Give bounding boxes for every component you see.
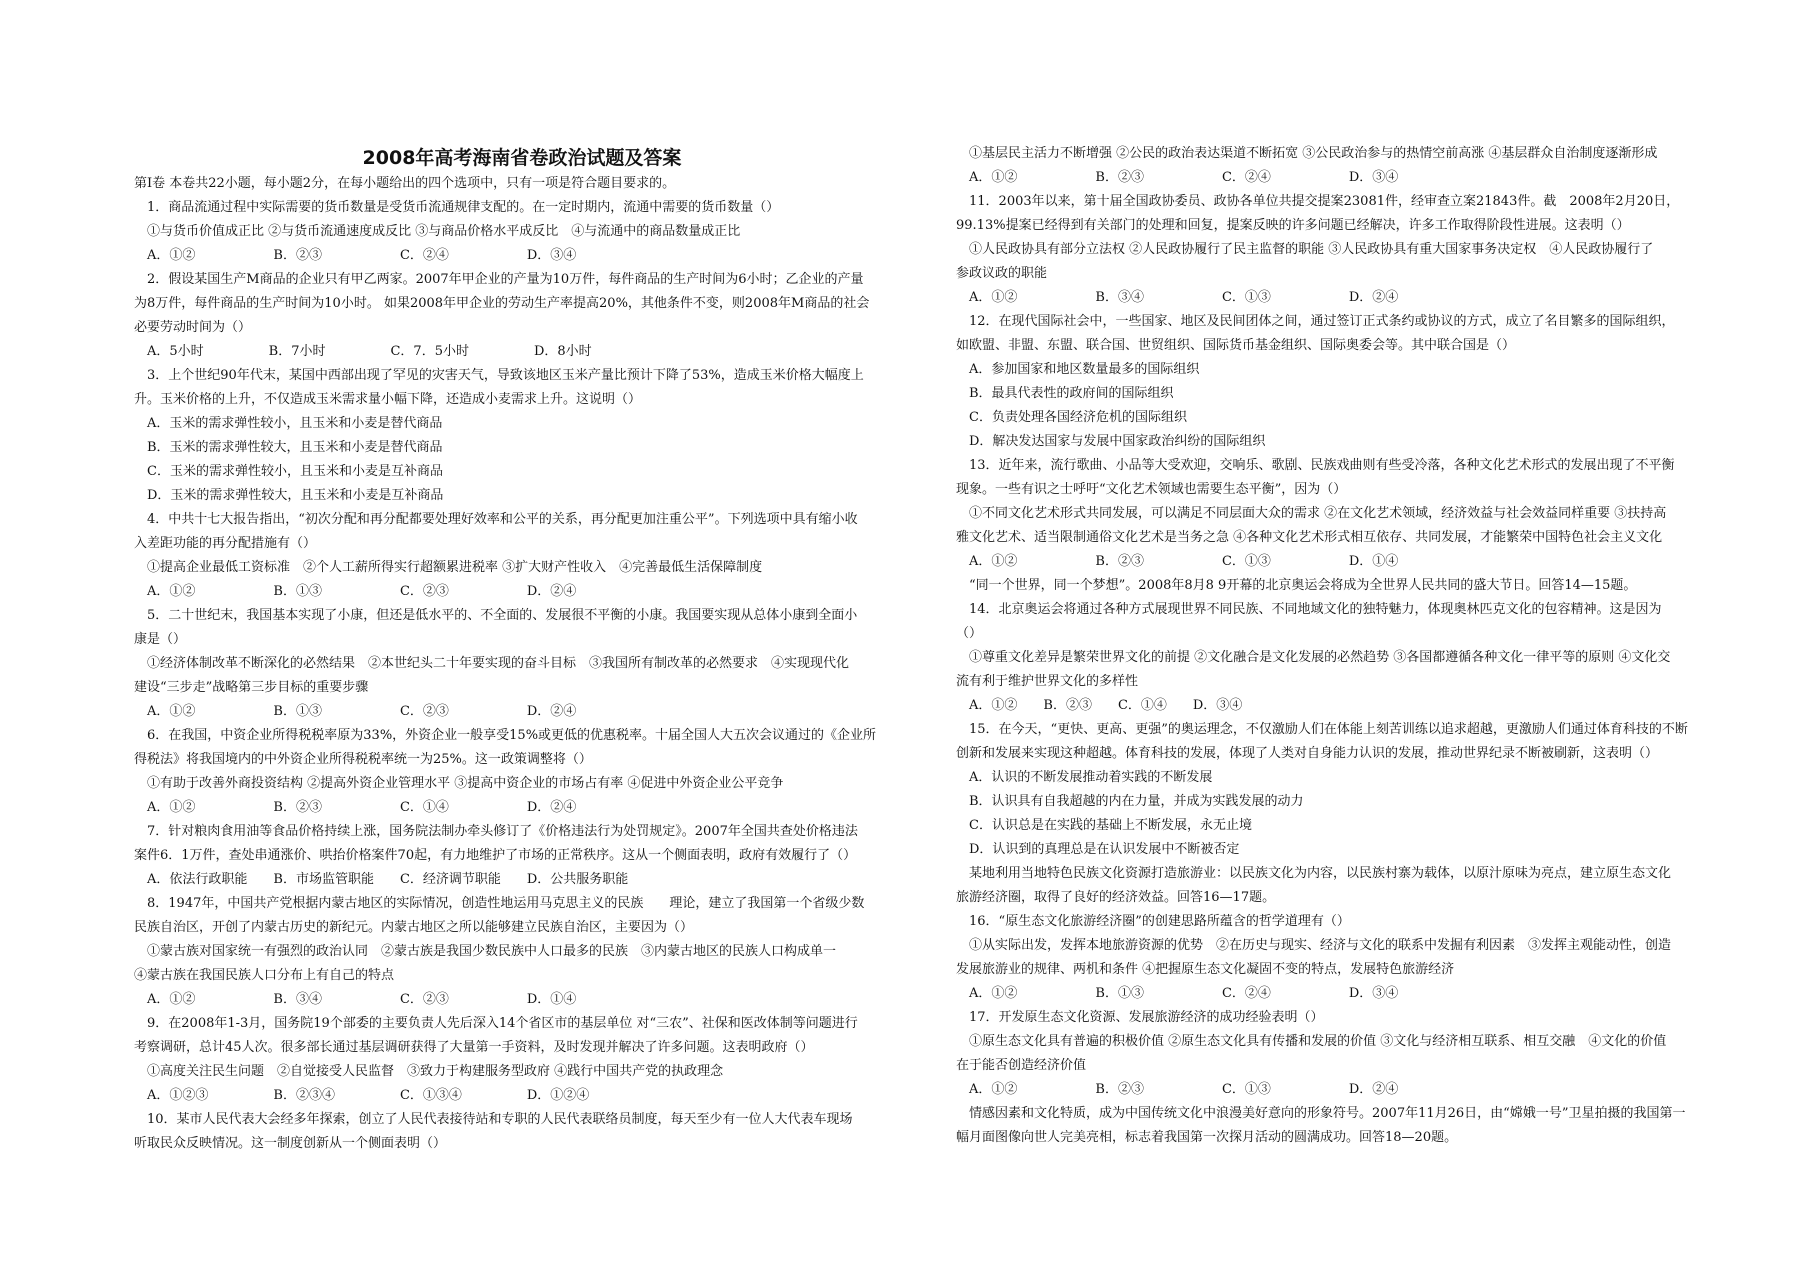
- text-line: 建设“三步走”战略第三步目标的重要步骤: [134, 680, 369, 695]
- text-line: 情感因素和文化特质，成为中国传统文化中浪漫美好意向的形象符号。2007年11月26日，由“嫦娥一号”卫星拍摄的我国第一: [956, 1106, 1686, 1121]
- text-line: 17．开发原生态文化资源、发展旅游经济的成功经验表明（）: [956, 1010, 1324, 1025]
- text-line: A．5小时 B．7小时 C．7．5小时 D．8小时: [134, 344, 592, 359]
- text-line: A．①② B．③④ C．②③ D．①④: [134, 992, 577, 1007]
- text-line: A．①② B．①③ C．②④ D．③④: [956, 986, 1399, 1001]
- text-line: 3．上个世纪90年代末，某国中西部出现了罕见的灾害天气，导致该地区玉米产量比预计下降了53%，造成玉米价格大幅度上: [134, 368, 864, 383]
- text-line: B．玉米的需求弹性较大，且玉米和小麦是替代商品: [134, 440, 443, 455]
- text-line: 考察调研，总计45人次。很多部长通过基层调研获得了大量第一手资料，及时发现并解决了许多问题。这表明政府（）: [134, 1040, 814, 1055]
- text-line: 民族自治区，开创了内蒙古历史的新纪元。内蒙古地区之所以能够建立民族自治区，主要因为（）: [134, 920, 694, 935]
- text-line: C．玉米的需求弹性较小，且玉米和小麦是互补商品: [134, 464, 443, 479]
- text-line: A．①② B．①③ C．②③ D．②④: [134, 704, 577, 719]
- text-line: 如欧盟、非盟、东盟、联合国、世贸组织、国际货币基金组织、国际奥委会等。其中联合国是（）: [956, 338, 1516, 353]
- text-line: 12．在现代国际社会中，一些国家、地区及民间团体之间，通过签订正式条约或协议的方式，成立了名目繁多的国际组织，: [956, 314, 1675, 329]
- text-line: ①不同文化艺术形式共同发展，可以满足不同层面大众的需求 ②在文化艺术领域，经济效益与社会效益同样重要 ③扶持高: [956, 506, 1667, 521]
- text-line: 康是（）: [134, 632, 187, 647]
- text-line: ①基层民主活力不断增强 ②公民的政治表达渠道不断拓宽 ③公民政治参与的热情空前高涨 ④基层群众自治制度逐渐形成: [956, 146, 1658, 161]
- text-line: 1．商品流通过程中实际需要的货币数量是受货币流通规律支配的。在一定时期内，流通中需要的货币数量（）: [134, 200, 780, 215]
- text-line: 参政议政的职能: [956, 266, 1048, 281]
- text-line: 必要劳动时间为（）: [134, 320, 252, 335]
- text-line: 11．2003年以来，第十届全国政协委员、政协各单位共提交提案23081件，经审查立案21843件。截 2008年2月20日，: [956, 194, 1680, 209]
- text-line: 13．近年来，流行歌曲、小品等大受欢迎，交响乐、歌剧、民族戏曲则有些受冷落，各种文化艺术形式的发展出现了不平衡: [956, 458, 1675, 473]
- text-line: 发展旅游业的规律、两机和条件 ④把握原生态文化凝固不变的特点，发展特色旅游经济: [956, 962, 1455, 977]
- text-line: 入差距功能的再分配措施有（）: [134, 536, 317, 551]
- text-line: ①从实际出发，发挥本地旅游资源的优势 ②在历史与现实、经济与文化的联系中发掘有利因素 ③发挥主观能动性，创造: [956, 938, 1672, 953]
- page-title: 2008年高考海南省卷政治试题及答案: [362, 147, 682, 169]
- text-line: ①高度关注民生问题 ②自觉接受人民监督 ③致力于构建服务型政府 ④践行中国共产党的执政理念: [134, 1064, 724, 1079]
- text-line: ①经济体制改革不断深化的必然结果 ②本世纪头二十年要实现的奋斗目标 ③我国所有制改革的必然要求 ④实现现代化: [134, 656, 850, 671]
- text-line: A．参加国家和地区数量最多的国际组织: [956, 362, 1200, 377]
- text-line: A．认识的不断发展推动着实践的不断发展: [956, 770, 1213, 785]
- text-line: 10．某市人民代表大会经多年探索，创立了人民代表接待站和专职的人民代表联络员制度，每天至少有一位人大代表车现场: [134, 1112, 853, 1127]
- text-line: 5．二十世纪末，我国基本实现了小康，但还是低水平的、不全面的、发展很不平衡的小康。我国要实现从总体小康到全面小: [134, 608, 858, 623]
- text-line: 8．1947年，中国共产党根据内蒙古地区的实际情况，创造性地运用马克思主义的民族 理论，建立了我国第一个省级少数: [134, 896, 865, 911]
- text-line: 创新和发展来实现这种超越。体育科技的发展，体现了人类对自身能力认识的发展，推动世界纪录不断被刷新，这表明（）: [956, 746, 1659, 761]
- text-line: ①尊重文化差异是繁荣世界文化的前提 ②文化融合是文化发展的必然趋势 ③各国都遵循各种文化一律平等的原则 ④文化交: [956, 650, 1671, 665]
- text-line: 4．中共十七大报告指出，“初次分配和再分配都要处理好效率和公平的关系，再分配更加注重公平”。下列选项中具有缩小收: [134, 512, 858, 527]
- text-line: A．依法行政职能 B．市场监管职能 C．经济调节职能 D．公共服务职能: [134, 872, 629, 887]
- text-line: 雅文化艺术、适当限制通俗文化艺术是当务之急 ④各种文化艺术形式相互依存、共同发展，才能繁荣中国特色社会主义文化: [956, 530, 1663, 545]
- text-line: “同一个世界，同一个梦想”。2008年8月8 9开幕的北京奥运会将成为全世界人民共同的盛大节日。回答14—15题。: [956, 578, 1637, 593]
- text-line: 第Ⅰ卷 本卷共22小题，每小题2分，在每小题给出的四个选项中，只有一项是符合题目要求的。: [134, 176, 676, 191]
- text-line: A．①② B．②③ C．②④ D．③④: [956, 170, 1399, 185]
- text-line: 99.13%提案已经得到有关部门的处理和回复，提案反映的许多问题已经解决，许多工作取得阶段性进展。这表明（）: [956, 218, 1630, 233]
- left-text-block: [134, 172, 910, 1156]
- text-line: D．玉米的需求弹性较大，且玉米和小麦是互补商品: [134, 488, 444, 503]
- text-line: 幅月面图像向世人完美亮相，标志着我国第一次探月活动的圆满成功。回答18—20题。: [956, 1130, 1458, 1145]
- text-line: 升。玉米价格的上升，不仅造成玉米需求量小幅下降，还造成小麦需求上升。这说明（）: [134, 392, 642, 407]
- text-line: B．认识具有自我超越的内在力量，并成为实践发展的动力: [956, 794, 1304, 809]
- text-line: A．①② B．②③ C．②④ D．③④: [134, 248, 577, 263]
- text-line: ①提高企业最低工资标准 ②个人工薪所得实行超额累进税率 ③扩大财产性收入 ④完善最低生活保障制度: [134, 560, 763, 575]
- text-line: 16．“原生态文化旅游经济圈”的创建思路所蕴含的哲学道理有（）: [956, 914, 1350, 929]
- text-line: ①与货币价值成正比 ②与货币流通速度成反比 ③与商品价格水平成反比 ④与流通中的商品数量成正比: [134, 224, 741, 239]
- text-line: D．解决发达国家与发展中国家政治纠纷的国际组织: [956, 434, 1266, 449]
- text-line: 14．北京奥运会将通过各种方式展现世界不同民族、不同地域文化的独特魅力，体现奥林匹克文化的包容精神。这是因为: [956, 602, 1662, 617]
- text-line: B．最具代表性的政府间的国际组织: [956, 386, 1174, 401]
- text-line: ①有助于改善外商投资结构 ②提高外资企业管理水平 ③提高中资企业的市场占有率 ④促进中外资企业公平竞争: [134, 776, 784, 791]
- text-line: ①人民政协具有部分立法权 ②人民政协履行了民主监督的职能 ③人民政协具有重大国家事务决定权 ④人民政协履行了: [956, 242, 1654, 257]
- text-line: 7．针对粮肉食用油等食品价格持续上涨，国务院法制办牵头修订了《价格违法行为处罚规定》。2007年全国共查处价格违法: [134, 824, 858, 839]
- text-line: （）: [956, 626, 983, 641]
- text-line: ①原生态文化具有普遍的积极价值 ②原生态文化具有传播和发展的价值 ③文化与经济相互联系、相互交融 ④文化的价值: [956, 1034, 1667, 1049]
- right-text-block: [956, 142, 1722, 1150]
- text-line: A．玉米的需求弹性较小，且玉米和小麦是替代商品: [134, 416, 443, 431]
- text-line: A．①② B．②③ C．①③ D．②④: [956, 1082, 1399, 1097]
- text-line: 某地利用当地特色民族文化资源打造旅游业：以民族文化为内容，以民族村寨为载体，以原汁原味为亮点，建立原生态文化: [956, 866, 1672, 881]
- text-line: A．①② B．②③ C．①③ D．①④: [956, 554, 1399, 569]
- text-line: 6．在我国，中资企业所得税税率原为33%，外资企业一般享受15%或更低的优惠税率。十届全国人大五次会议通过的《企业所: [134, 728, 877, 743]
- text-line: C．负责处理各国经济危机的国际组织: [956, 410, 1187, 425]
- text-line: A．①② B．②③ C．①④ D．③④: [956, 698, 1243, 713]
- text-line: 为8万件，每件商品的生产时间为10小时。 如果2008年甲企业的劳动生产率提高20%，其他条件不变，则2008年M商品的社会: [134, 296, 870, 311]
- text-line: 听取民众反映情况。这一制度创新从一个侧面表明（）: [134, 1136, 447, 1151]
- text-line: 在于能否创造经济价值: [956, 1058, 1087, 1073]
- text-line: 9．在2008年1-3月，国务院19个部委的主要负责人先后深入14个省区市的基层单位 对“三农”、社保和医改体制等问题进行: [134, 1016, 858, 1031]
- text-line: A．①② B．①③ C．②③ D．②④: [134, 584, 577, 599]
- text-line: A．①② B．③④ C．①③ D．②④: [956, 290, 1399, 305]
- text-line: D．认识到的真理总是在认识发展中不断被否定: [956, 842, 1240, 857]
- text-line: C．认识总是在实践的基础上不断发展，永无止境: [956, 818, 1252, 833]
- text-line: 15．在今天，“更快、更高、更强”的奥运理念，不仅激励人们在体能上刻苦训练以追求超越，更激励人们通过体育科技的不断: [956, 722, 1688, 737]
- text-line: ④蒙古族在我国民族人口分布上有自己的特点: [134, 968, 395, 983]
- text-line: ①蒙古族对国家统一有强烈的政治认同 ②蒙古族是我国少数民族中人口最多的民族 ③内蒙古地区的民族人口构成单一: [134, 944, 837, 959]
- right-column: [956, 142, 1722, 1150]
- text-line: 旅游经济圈，取得了良好的经济效益。回答16—17题。: [956, 890, 1276, 905]
- text-line: A．①② B．②③ C．①④ D．②④: [134, 800, 577, 815]
- text-line: A．①②③ B．②③④ C．①③④ D．①②④: [134, 1088, 590, 1103]
- text-line: 2．假设某国生产M商品的企业只有甲乙两家。2007年甲企业的产量为10万件，每件商品的生产时间为6小时；乙企业的产量: [134, 272, 864, 287]
- left-column: [134, 142, 910, 1156]
- text-line: 流有利于维护世界文化的多样性: [956, 674, 1139, 689]
- text-line: 现象。一些有识之士呼吁“文化艺术领域也需要生态平衡”，因为（）: [956, 482, 1347, 497]
- text-line: 得税法》将我国境内的中外资企业所得税税率统一为25%。这一政策调整将（）: [134, 752, 592, 767]
- text-line: 案件6．1万件，查处串通涨价、哄抬价格案件70起，有力地维护了市场的正常秩序。这从一个侧面表明，政府有效履行了（）: [134, 848, 857, 863]
